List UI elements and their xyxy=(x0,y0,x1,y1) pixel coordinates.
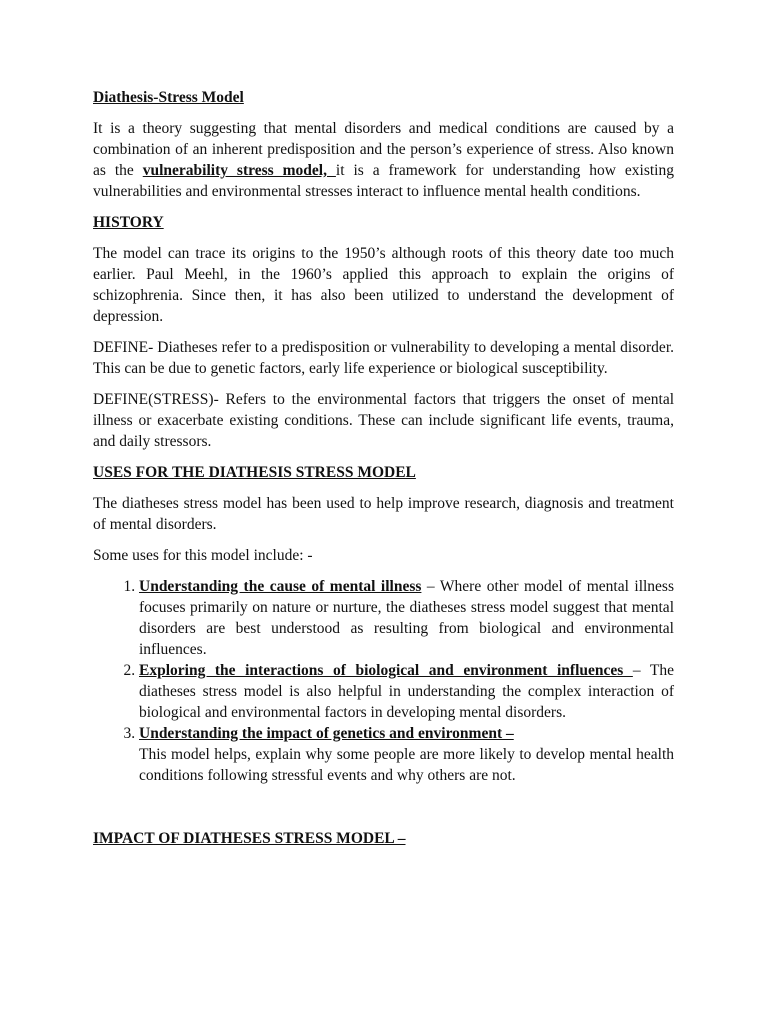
intro-text-before: It is a theory suggesting that mental disorders and medical conditions are caused by a combination of an inherent predisposition and the person’s experience of stress. Also known as the xyxy=(93,120,674,179)
uses-list xyxy=(93,576,674,786)
list-item-text: This model helps, explain why some people are more likely to develop mental health conditions following stressful events and why others are not. xyxy=(139,746,674,784)
impact-heading: IMPACT OF DIATHESES STRESS MODEL – xyxy=(93,830,406,847)
list-item-text: – The diatheses stress model is also helpful in understanding the complex interaction of biological and environmental factors in developing mental disorders. xyxy=(139,662,674,721)
define-stress-paragraph: DEFINE(STRESS)- Refers to the environmental factors that triggers the onset of mental illness or exacerbate existing conditions. These can include significant life events, trauma, and daily stressors. xyxy=(93,391,674,450)
document-title: Diathesis-Stress Model xyxy=(93,89,244,106)
history-heading: HISTORY xyxy=(93,214,164,231)
list-item xyxy=(139,576,674,660)
list-item-title: Exploring the interactions of biological and environment influences xyxy=(139,662,633,679)
list-item-title: Understanding the cause of mental illness xyxy=(139,578,422,595)
spacer xyxy=(93,807,674,828)
list-item-title: Understanding the impact of genetics and environment – xyxy=(139,725,514,742)
intro-paragraph xyxy=(93,118,674,202)
intro-text-after: it is a framework for understanding how existing vulnerabilities and environmental stresses interact to influence mental health conditions. xyxy=(93,162,674,200)
uses-heading: USES FOR THE DIATHESIS STRESS MODEL xyxy=(93,464,416,481)
uses-lead: Some uses for this model include: - xyxy=(93,547,313,564)
define-diathesis-paragraph: DEFINE- Diatheses refer to a predisposition or vulnerability to developing a mental disorder. This can be due to genetic factors, early life experience or biological susceptibility. xyxy=(93,339,674,377)
intro-emphasis: vulnerability stress model, xyxy=(142,162,336,179)
spacer xyxy=(93,786,674,807)
list-item-text: – Where other model of mental illness focuses primarily on nature or nurture, the diatheses stress model suggest that mental disorders are best understood as resulting from biological and environmental influences. xyxy=(139,578,674,658)
history-paragraph: The model can trace its origins to the 1950’s although roots of this theory date too much earlier. Paul Meehl, in the 1960’s applied this approach to explain the origins of schizophrenia. Since then, it has also been utilized to understand the development of depression. xyxy=(93,245,674,325)
document-page xyxy=(93,87,674,859)
uses-intro-paragraph: The diatheses stress model has been used to help improve research, diagnosis and treatment of mental disorders. xyxy=(93,495,674,533)
list-item xyxy=(139,660,674,723)
list-item xyxy=(139,723,674,786)
